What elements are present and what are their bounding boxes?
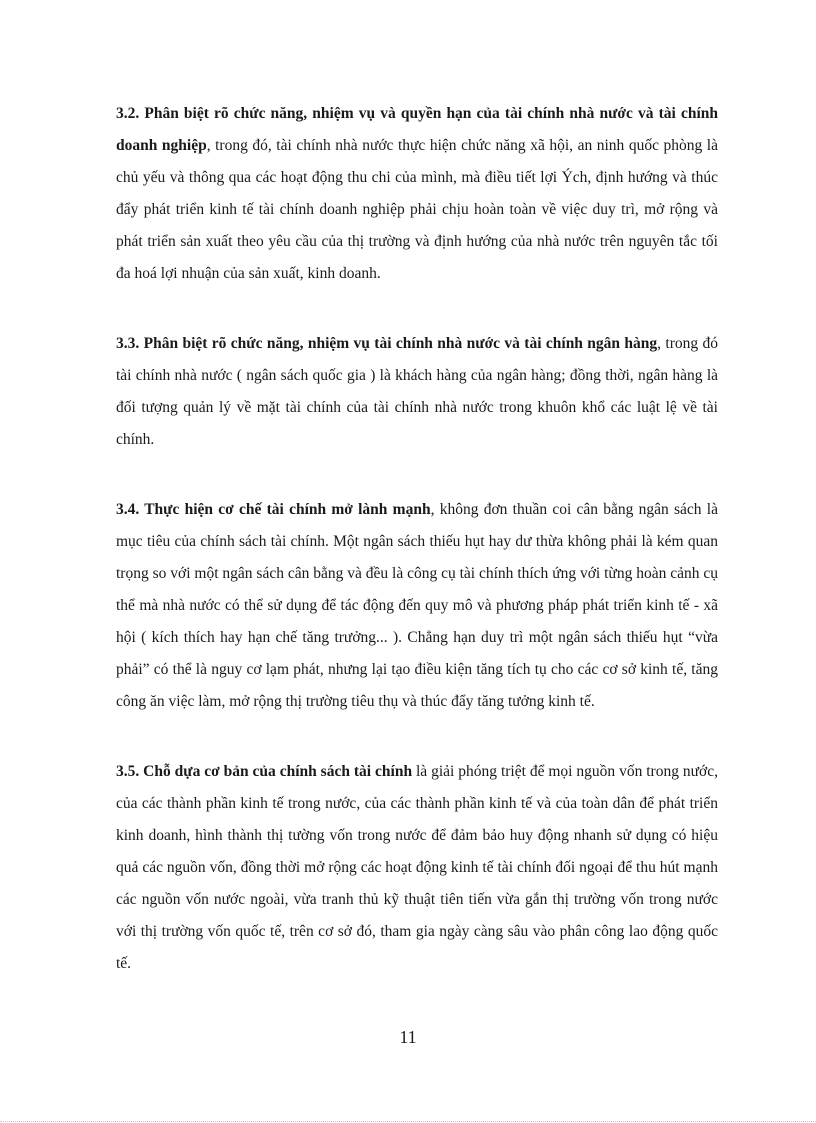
section-3-5 xyxy=(116,756,718,980)
section-3-2-text: , trong đó, tài chính nhà nước thực hiện chức năng xã hội, an ninh quốc phòng là chủ yếu và thông qua các hoạt động thu chi của mình, mà điều tiết lợi Ých, định hướng và thúc đẩy phát triển kinh tế tài chính doanh nghiệp phải chịu hoàn toàn về việc duy trì, mở rộng và phát triển sản xuất theo yêu cầu của thị trường và định hướng của nhà nước trên nguyên tắc tối đa hoá lợi nhuận của sản xuất, kinh doanh. xyxy=(116,137,718,282)
section-3-5-heading: 3.5. Chỗ dựa cơ bản của chính sách tài chính xyxy=(116,763,413,780)
section-3-3-text: , trong đó tài chính nhà nước ( ngân sách quốc gia ) là khách hàng của ngân hàng; đồng thời, ngân hàng là đối tượng quản lý về mặt tài chính của tài chính nhà nước trong khuôn khổ các luật lệ về tài chính. xyxy=(116,335,719,448)
document-body xyxy=(116,98,718,1018)
section-3-3 xyxy=(116,328,718,456)
section-3-4-heading: 3.4. Thực hiện cơ chế tài chính mở lành mạnh xyxy=(116,501,431,518)
page-bottom-divider xyxy=(0,1121,816,1122)
section-3-4-text: , không đơn thuần coi cân bằng ngân sách là mục tiêu của chính sách tài chính. Một ngân sách thiếu hụt hay dư thừa không phải là kém quan trọng so với một ngân sách cân bằng và đều là công cụ tài chính thích ứng với từng hoàn cảnh cụ thể mà nhà nước có thể sử dụng để tác động đến quy mô và phương pháp phát triển kinh tế - xã hội ( kích thích hay hạn chế tăng trưởng... ). Chẳng hạn duy trì một ngân sách thiếu hụt “vừa phải” có thể là nguy cơ lạm phát, nhưng lại tạo điều kiện tăng tích tụ cho các cơ sở kinh tế, tăng công ăn việc làm, mở rộng thị trường tiêu thụ và thúc đẩy tăng tưởng kinh tế. xyxy=(116,501,718,710)
page-number: 11 xyxy=(399,1027,417,1047)
section-3-4 xyxy=(116,494,718,718)
section-3-5-text: là giải phóng triệt để mọi nguồn vốn trong nước, của các thành phần kinh tế trong nước, của các thành phần kinh tế và của toàn dân để phát triển kinh doanh, hình thành thị tường vốn trong nước để đảm bảo huy động nhanh sử dụng có hiệu quả các nguồn vốn, đồng thời mở rộng các hoạt động kinh tế tài chính đối ngoại để thu hút mạnh các nguồn vốn nước ngoài, vừa tranh thủ kỹ thuật tiên tiến vừa gắn thị trường vốn trong nước với thị trường vốn quốc tế, trên cơ sở đó, tham gia ngày càng sâu vào phân công lao động quốc tế. xyxy=(116,763,718,972)
section-3-2 xyxy=(116,98,718,290)
section-3-3-heading: 3.3. Phân biệt rõ chức năng, nhiệm vụ tài chính nhà nước và tài chính ngân hàng xyxy=(116,335,658,352)
section-3-2-heading: 3.2. Phân biệt rõ chức năng, nhiệm vụ và quyền hạn của tài chính nhà nước và tài chính doanh nghiệp xyxy=(116,105,718,154)
